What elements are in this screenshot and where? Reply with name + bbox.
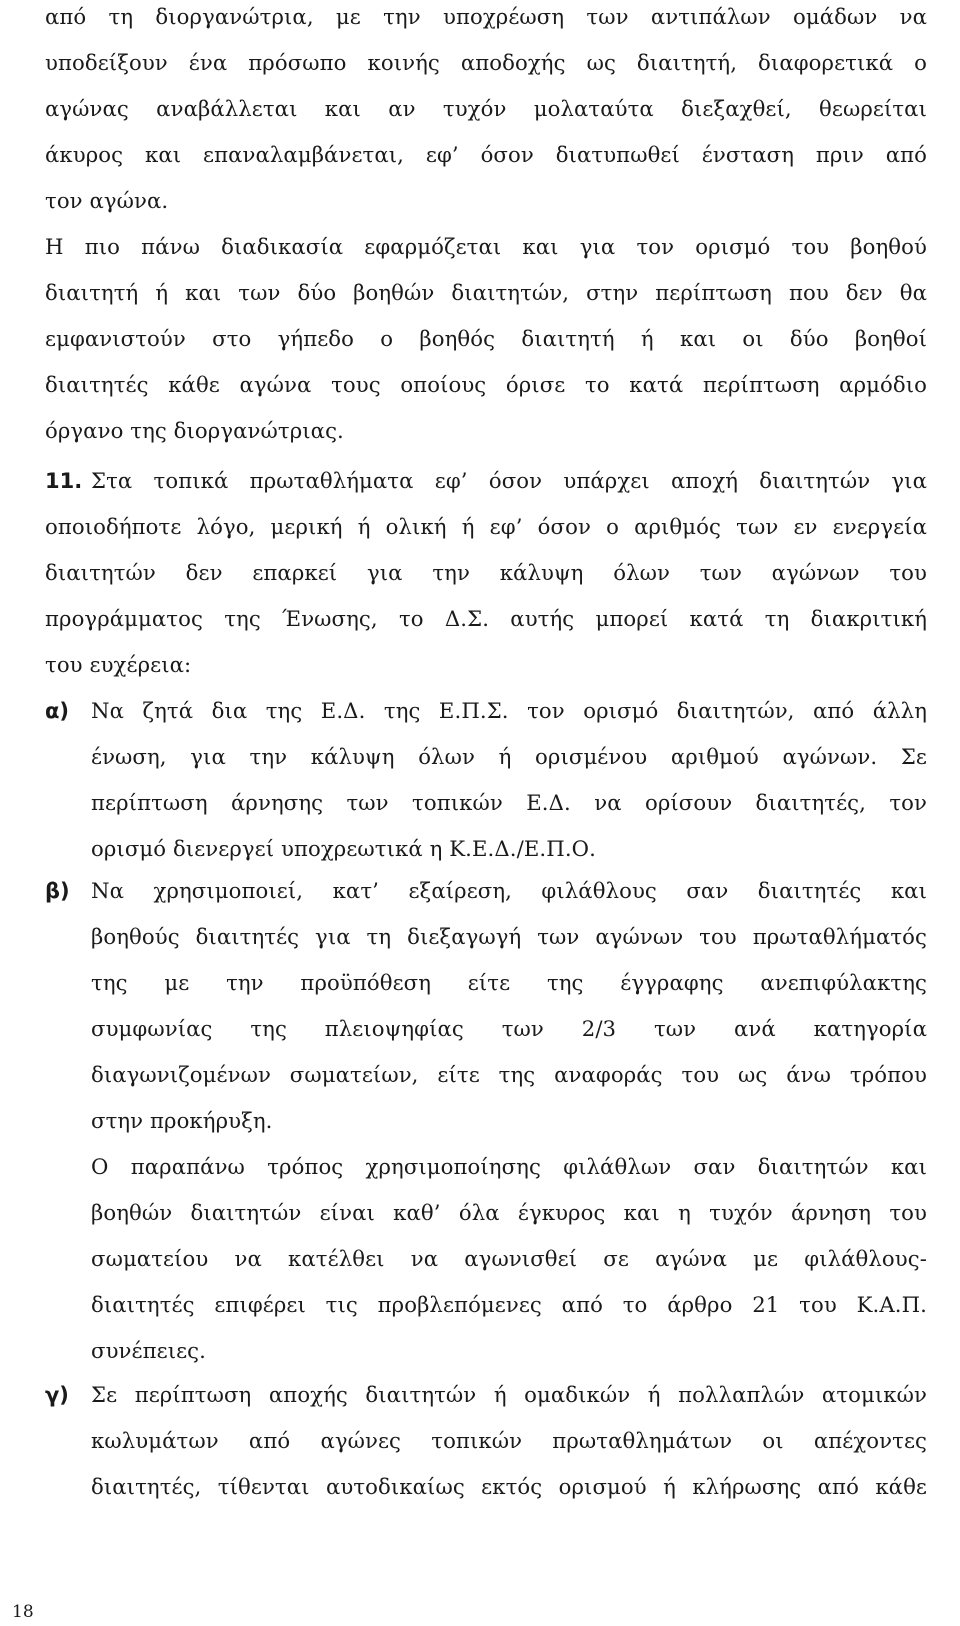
paragraph-line: Να χρησιμοποιεί, κατ’ εξαίρεση, φιλάθλους σαν διαιτητές και bbox=[91, 878, 927, 903]
page-number: 18 bbox=[12, 1602, 34, 1622]
paragraph-line: συνέπειες. bbox=[91, 1338, 206, 1363]
paragraph-line: από τη διοργανώτρια, με την υποχρέωση των αντιπάλων ομάδων να bbox=[45, 4, 927, 29]
paragraph-line: προγράμματος της Ένωσης, το Δ.Σ. αυτής μπορεί κατά τη διακριτική bbox=[45, 606, 927, 631]
paragraph-line: διαιτητές κάθε αγώνα τους οποίους όρισε το κατά περίπτωση αρμόδιο bbox=[45, 372, 927, 397]
paragraph-line: σωματείου να κατέλθει να αγωνισθεί σε αγώνα με φιλάθλους- bbox=[91, 1246, 927, 1271]
paragraph-line: αγώνας αναβάλλεται και αν τυχόν μολαταύτα διεξαχθεί, θεωρείται bbox=[45, 96, 927, 121]
paragraph-line: εμφανιστούν στο γήπεδο ο βοηθός διαιτητή ή και οι δύο βοηθοί bbox=[45, 326, 927, 351]
paragraph-line: διαιτητές επιφέρει τις προβλεπόμενες από το άρθρο 21 του Κ.Α.Π. bbox=[91, 1292, 927, 1317]
paragraph-line: βοηθών διαιτητών είναι καθ’ όλα έγκυρος και η τυχόν άρνηση του bbox=[91, 1200, 927, 1225]
paragraph-line: ορισμό διενεργεί υποχρεωτικά η Κ.Ε.Δ./Ε.Π.Ο. bbox=[91, 836, 596, 861]
paragraph-line: περίπτωση άρνησης των τοπικών Ε.Δ. να ορίσουν διαιτητές, τον bbox=[91, 790, 927, 815]
paragraph-line: διαιτητών δεν επαρκεί για την κάλυψη όλων των αγώνων του bbox=[45, 560, 927, 585]
paragraph-line: βοηθούς διαιτητές για τη διεξαγωγή των αγώνων του πρωταθλήματός bbox=[91, 924, 927, 949]
paragraph-line: άκυρος και επαναλαμβάνεται, εφ’ όσον διατυπωθεί ένσταση πριν από bbox=[45, 142, 927, 167]
paragraph-line: Να ζητά δια της Ε.Δ. της Ε.Π.Σ. τον ορισμό διαιτητών, από άλλη bbox=[91, 698, 927, 723]
list-marker-a: α) bbox=[45, 699, 70, 723]
paragraph-line: τον αγώνα. bbox=[45, 188, 169, 213]
paragraph-line: του ευχέρεια: bbox=[45, 652, 192, 677]
paragraph-line: διαιτητή ή και των δύο βοηθών διαιτητών, στην περίπτωση που δεν θα bbox=[45, 280, 927, 305]
paragraph-line: στην προκήρυξη. bbox=[91, 1108, 273, 1133]
list-marker-c: γ) bbox=[45, 1383, 69, 1407]
paragraph-line: διαιτητές, τίθενται αυτοδικαίως εκτός ορισμού ή κλήρωσης από κάθε bbox=[91, 1474, 927, 1499]
paragraph-line: οποιοδήποτε λόγο, μερική ή ολική ή εφ’ όσον ο αριθμός των εν ενεργεία bbox=[45, 514, 927, 539]
list-marker-b: β) bbox=[45, 879, 70, 903]
item-number-11: 11. bbox=[45, 469, 83, 493]
paragraph-line: της με την προϋπόθεση είτε της έγγραφης ανεπιφύλακτης bbox=[91, 970, 927, 995]
paragraph-line: Σε περίπτωση αποχής διαιτητών ή ομαδικών ή πολλαπλών ατομικών bbox=[91, 1382, 927, 1407]
paragraph-line: όργανο της διοργανώτριας. bbox=[45, 418, 344, 443]
paragraph-line: υποδείξουν ένα πρόσωπο κοινής αποδοχής ως διαιτητή, διαφορετικά ο bbox=[45, 50, 927, 75]
paragraph-line: Στα τοπικά πρωταθλήματα εφ’ όσον υπάρχει αποχή διαιτητών για bbox=[91, 468, 927, 493]
paragraph-line: Ο παραπάνω τρόπος χρησιμοποίησης φιλάθλων σαν διαιτητών και bbox=[91, 1154, 927, 1179]
paragraph-line: διαγωνιζομένων σωματείων, είτε της αναφοράς του ως άνω τρόπου bbox=[91, 1062, 927, 1087]
paragraph-line: συμφωνίας της πλειοψηφίας των 2/3 των ανά κατηγορία bbox=[91, 1016, 927, 1041]
paragraph-line: ένωση, για την κάλυψη όλων ή ορισμένου αριθμού αγώνων. Σε bbox=[91, 744, 927, 769]
paragraph-line: κωλυμάτων από αγώνες τοπικών πρωταθλημάτων οι απέχοντες bbox=[91, 1428, 927, 1453]
paragraph-line: Η πιο πάνω διαδικασία εφαρμόζεται και για τον ορισμό του βοηθού bbox=[45, 234, 927, 259]
